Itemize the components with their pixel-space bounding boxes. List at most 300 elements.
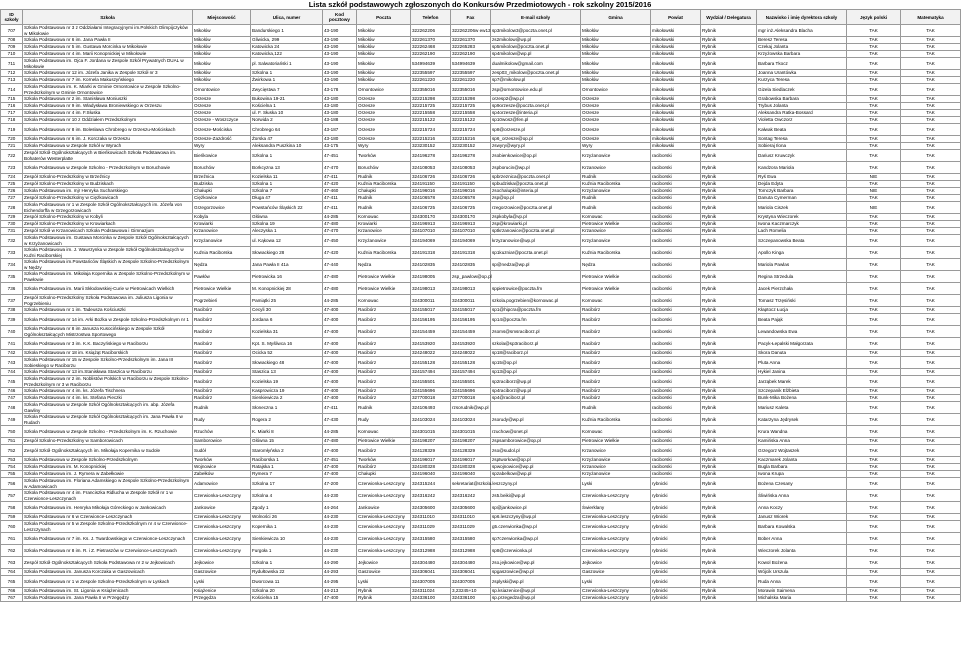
table-cell[interactable]: TAK — [901, 136, 961, 143]
table-cell[interactable]: TAK — [901, 188, 961, 195]
table-cell[interactable]: Kowol Bożena — [757, 557, 847, 569]
table-cell[interactable]: NIE — [847, 174, 901, 181]
table-cell[interactable]: sp3mikolow3@poczta.onet.pl — [491, 25, 581, 37]
table-cell[interactable]: spbudziska@poczta.onet.pl — [491, 181, 581, 188]
table-cell[interactable]: 47-400 — [323, 369, 357, 376]
table-cell[interactable]: 324196278 — [411, 150, 451, 162]
table-cell[interactable]: TAK — [847, 338, 901, 350]
table-cell[interactable]: rybnicki — [651, 557, 701, 569]
table-cell[interactable]: Szkoła Podstawowa nr 4 im. Marii Konopnickiej w Mikołowie — [23, 51, 193, 58]
table-row[interactable] — [1, 438, 961, 445]
table-cell[interactable]: Szkoła Podstawowa nr 8 im. Bolesława Chrobrego w Orzeszu-Mościskach — [23, 124, 193, 136]
table-cell[interactable]: Szkoła Podstawowa im. Gustawa Morcinka w Zespole Szkół Ogólnokształcących w Krzyżanowicach — [23, 235, 193, 247]
table-cell[interactable]: TAK — [847, 588, 901, 595]
table-cell[interactable]: sppietrowice@poczta.fm — [491, 283, 581, 295]
table-cell[interactable]: raciborski — [651, 271, 701, 283]
table-cell[interactable]: Żwirkowa 1 — [251, 77, 323, 84]
table-cell[interactable]: Ruda Anna — [757, 576, 847, 588]
table-cell[interactable]: Rybnik — [701, 162, 757, 174]
table-cell[interactable]: TAK — [901, 445, 961, 457]
table-cell[interactable]: Grabowska Barbara — [757, 96, 847, 103]
table-cell[interactable]: Mikołów — [357, 70, 411, 77]
table-cell[interactable]: 324311010 — [451, 514, 491, 521]
table-cell[interactable]: 708 — [1, 37, 23, 44]
table-cell[interactable]: Sobieraj Ilona — [757, 143, 847, 150]
table-cell[interactable]: Mikołów — [581, 44, 651, 51]
table-cell[interactable]: TAK — [847, 490, 901, 502]
table-cell[interactable]: 324307005 — [451, 576, 491, 588]
table-cell[interactable]: 44-230 — [323, 514, 357, 521]
table-cell[interactable]: 47-411 — [323, 402, 357, 414]
table-cell[interactable]: raciborski — [651, 221, 701, 228]
table-cell[interactable]: 324106725 — [451, 202, 491, 214]
table-cell[interactable]: Rybnik — [701, 70, 757, 77]
table-cell[interactable]: Szkoła Podstawowa w Zespole Szkolno - Przedszkolnym w Boruchowie — [23, 162, 193, 174]
table-cell[interactable]: Kpt. S. Myśliwca 16 — [251, 338, 323, 350]
table-cell[interactable]: mikołowski — [651, 77, 701, 84]
table-cell[interactable]: TAK — [847, 402, 901, 414]
table-cell[interactable]: sp18@raciborz.pl — [491, 350, 581, 357]
table-cell[interactable]: TAK — [847, 25, 901, 37]
table-cell[interactable]: Racibórz — [581, 369, 651, 376]
table-cell[interactable]: rybnicki — [651, 521, 701, 533]
table-cell[interactable]: Krzanowice — [193, 228, 251, 235]
table-cell[interactable]: Rybnik — [701, 595, 757, 602]
table-cell[interactable]: Mariola Ciszek — [757, 202, 847, 214]
table-cell[interactable]: Rybnik — [701, 228, 757, 235]
table-cell[interactable]: TAK — [847, 388, 901, 395]
table-cell[interactable]: Orzesze — [581, 124, 651, 136]
table-cell[interactable]: Racibórz — [581, 314, 651, 326]
table-cell[interactable]: Racibórz — [581, 357, 651, 369]
table-cell[interactable]: 754 — [1, 464, 23, 471]
table-cell[interactable]: Szkoła Podstawowa nr 1 w Zespole Szkolno-Przedszkolnym w Lyskach — [23, 576, 193, 588]
table-cell[interactable]: Chałupki — [357, 471, 411, 478]
table-cell[interactable]: 43-180 — [323, 110, 357, 117]
table-cell[interactable]: Morawin Saimena — [757, 588, 847, 595]
table-cell[interactable]: Rybnik — [701, 395, 757, 402]
table-cell[interactable]: 756 — [1, 478, 23, 490]
table-cell[interactable]: 761 — [1, 533, 23, 545]
table-cell[interactable]: mikołowski — [651, 25, 701, 37]
table-cell[interactable]: 322215216 — [411, 136, 451, 143]
table-cell[interactable]: zsplyski@wp.pl — [491, 576, 581, 588]
table-cell[interactable]: Tworków — [193, 457, 251, 464]
table-cell[interactable]: K. Miarki 8 — [251, 426, 323, 438]
table-cell[interactable]: szkola@sp3raciborz.pl — [491, 338, 581, 350]
table-cell[interactable]: Mikołów — [193, 25, 251, 37]
table-cell[interactable]: TAK — [847, 464, 901, 471]
table-cell[interactable]: TAK — [901, 557, 961, 569]
table-row[interactable] — [1, 44, 961, 51]
table-cell[interactable]: Rudnik — [581, 402, 651, 414]
table-cell[interactable]: 709 — [1, 44, 23, 51]
table-cell[interactable]: raciborski — [651, 235, 701, 247]
table-cell[interactable]: 324196913 — [451, 221, 491, 228]
table-cell[interactable]: Chałupki — [193, 188, 251, 195]
table-cell[interactable]: 730 — [1, 221, 23, 228]
table-cell[interactable]: 744 — [1, 369, 23, 376]
table-cell[interactable]: TAK — [847, 228, 901, 235]
table-cell[interactable]: Czerwionka-Leszczyny — [581, 514, 651, 521]
table-cell[interactable]: mikołowski — [651, 58, 701, 70]
table-row[interactable] — [1, 395, 961, 402]
table-cell[interactable]: TAK — [901, 150, 961, 162]
table-row[interactable] — [1, 402, 961, 414]
table-cell[interactable]: Joanna Urantówka — [757, 70, 847, 77]
table-cell[interactable]: TAK — [847, 103, 901, 110]
table-cell[interactable]: Aleksandra Puszkina 10 — [251, 143, 323, 150]
table-cell[interactable]: Kornowac — [581, 295, 651, 307]
table-cell[interactable]: sekretariat@szkola.leszczyny.pl — [451, 478, 491, 490]
table-cell[interactable]: 742 — [1, 350, 23, 357]
table-cell[interactable]: Gliwicka, 299 — [251, 37, 323, 44]
table-cell[interactable]: 762 — [1, 545, 23, 557]
table-cell[interactable]: TAK — [901, 295, 961, 307]
table-cell[interactable]: Rybnik — [701, 307, 757, 314]
table-cell[interactable]: Powstańców Śląskich 22 — [251, 202, 323, 214]
table-cell[interactable]: TAK — [847, 51, 901, 58]
table-cell[interactable]: zsptworkow@op.pl — [491, 457, 581, 464]
table-cell[interactable]: Hykiel Janina — [757, 369, 847, 376]
table-cell[interactable]: TAK — [901, 77, 961, 84]
table-cell[interactable]: Szkoła Podstawowa nr 8 im Janusza Kusocińskiego w Zespole Szkół Ogólnokształcących Mistrzostwa Sportowego — [23, 326, 193, 338]
table-cell[interactable]: zsp@krowiarki.pl — [491, 221, 581, 228]
table-cell[interactable]: raciborski — [651, 471, 701, 478]
table-cell[interactable]: Rybnik — [701, 143, 757, 150]
table-cell[interactable]: Orzesze — [357, 124, 411, 136]
table-cell[interactable]: Mariusz Kaleta — [757, 402, 847, 414]
table-cell[interactable]: Jejkowice — [357, 557, 411, 569]
table-cell[interactable]: Krzyżanowice — [581, 471, 651, 478]
table-cell[interactable]: 322215122 — [451, 117, 491, 124]
table-cell[interactable]: 44-230 — [323, 490, 357, 502]
table-cell[interactable]: 47-411 — [323, 174, 357, 181]
table-cell[interactable]: Pietrowice Wielkie — [193, 283, 251, 295]
table-cell[interactable]: Świerklany — [581, 502, 651, 514]
table-cell[interactable]: Rybnik — [701, 464, 757, 471]
table-cell[interactable]: Szkoła Podstawowa w Zespole Szkół Ogólnokształcących im. abp. Józefa Gawliny — [23, 402, 193, 414]
table-cell[interactable]: 43-190 — [323, 58, 357, 70]
table-cell[interactable]: Rudy — [357, 414, 411, 426]
table-cell[interactable]: Racibórz — [357, 314, 411, 326]
table-cell[interactable]: 44-230 — [323, 545, 357, 557]
table-cell[interactable]: 324196913 — [411, 221, 451, 228]
table-cell[interactable]: Bandurskiego 1 — [251, 25, 323, 37]
table-cell[interactable]: Jarząbek Marek — [757, 376, 847, 388]
table-cell[interactable]: Orzesze — [357, 117, 411, 124]
table-cell[interactable]: sp6_orzesze@op.pl — [491, 136, 581, 143]
table-cell[interactable]: 47-400 — [323, 314, 357, 326]
table-cell[interactable]: Katarzyna Jędrysek — [757, 414, 847, 426]
table-row[interactable] — [1, 51, 961, 58]
table-row[interactable] — [1, 326, 961, 338]
table-cell[interactable]: Racibórz — [357, 369, 411, 376]
table-cell[interactable]: 324311029 — [451, 521, 491, 533]
table-cell[interactable]: Katowicka,122 — [251, 51, 323, 58]
table-cell[interactable]: Mikołów — [193, 58, 251, 70]
table-cell[interactable]: TAK — [901, 96, 961, 103]
table-row[interactable] — [1, 124, 961, 136]
table-cell[interactable]: Szkolna 1 — [251, 557, 323, 569]
table-cell[interactable]: Lyski — [357, 576, 411, 588]
table-cell[interactable]: Główna 15 — [251, 438, 323, 445]
table-row[interactable] — [1, 188, 961, 195]
table-cell[interactable]: 751 — [1, 438, 23, 445]
table-cell[interactable]: raciborski — [651, 338, 701, 350]
table-row[interactable] — [1, 338, 961, 350]
table-cell[interactable]: 746 — [1, 388, 23, 395]
table-cell[interactable]: TAK — [847, 271, 901, 283]
table-cell[interactable]: Rudy — [193, 414, 251, 426]
table-cell[interactable]: Mikołów — [193, 44, 251, 51]
table-cell[interactable]: Tworków — [357, 457, 411, 464]
table-cell[interactable]: Ratajska 1 — [251, 464, 323, 471]
table-cell[interactable]: Szczepanowska Beata — [757, 235, 847, 247]
table-cell[interactable]: Długa 47 — [251, 195, 323, 202]
table-cell[interactable]: mikołowski — [651, 44, 701, 51]
table-cell[interactable]: TAK — [901, 395, 961, 402]
table-cell[interactable]: 766 — [1, 588, 23, 595]
table-cell[interactable]: rybnicki — [651, 595, 701, 602]
table-cell[interactable]: Mikołów — [357, 44, 411, 51]
table-cell[interactable]: Kozielska 31 — [251, 326, 323, 338]
table-cell[interactable]: Ciężkowice — [193, 195, 251, 202]
table-cell[interactable]: 322261370 — [411, 37, 451, 44]
table-cell[interactable]: 324106493 — [411, 402, 451, 414]
table-cell[interactable]: Mikołów — [357, 58, 411, 70]
table-cell[interactable]: Racibórz — [193, 395, 251, 402]
table-cell[interactable]: 47-200 — [323, 478, 357, 490]
table-cell[interactable]: Sienkiewicza 2 — [251, 395, 323, 402]
table-cell[interactable]: Szkoła Podstawowa im. Floriana Adamskiego w Zespole Szkolno-Przedszkolnym w Adamowicach — [23, 478, 193, 490]
table-cell[interactable]: Racibórz — [193, 307, 251, 314]
table-cell[interactable]: mikołowski — [651, 70, 701, 77]
table-cell[interactable]: Rybnik — [701, 388, 757, 395]
table-cell[interactable]: Gaszowice — [193, 569, 251, 576]
table-cell[interactable]: 47-400 — [323, 357, 357, 369]
table-cell[interactable]: Orzesze — [581, 110, 651, 117]
table-cell[interactable]: TAK — [901, 58, 961, 70]
table-row[interactable] — [1, 283, 961, 295]
table-cell[interactable]: 324198013 — [451, 283, 491, 295]
table-cell[interactable]: Wójcik Urszula — [757, 569, 847, 576]
table-cell[interactable]: Rybnik — [701, 402, 757, 414]
table-row[interactable] — [1, 117, 961, 124]
table-cell[interactable]: sp6.leszczyny@wp.pl — [491, 514, 581, 521]
table-cell[interactable]: TAK — [847, 595, 901, 602]
table-cell[interactable]: sp1kuzniar@poczta.onet.pl — [491, 247, 581, 259]
table-cell[interactable]: Adamowice — [193, 478, 251, 490]
table-cell[interactable]: 324336100 — [451, 595, 491, 602]
table-cell[interactable]: Rybnik — [701, 326, 757, 338]
table-cell[interactable]: Kuźnia Raciborska — [581, 414, 651, 426]
table-cell[interactable]: raciborski — [651, 162, 701, 174]
table-cell[interactable]: TAK — [901, 103, 961, 110]
table-cell[interactable]: raciborski — [651, 307, 701, 314]
table-cell[interactable]: TAK — [847, 117, 901, 124]
table-cell[interactable]: 324198013 — [411, 283, 451, 295]
table-cell[interactable]: Racibórz — [581, 388, 651, 395]
table-cell[interactable]: Rybnik — [701, 557, 757, 569]
table-cell[interactable]: Słowackiego 48 — [251, 357, 323, 369]
table-cell[interactable]: 322215298 — [451, 96, 491, 103]
table-cell[interactable]: TAK — [901, 70, 961, 77]
table-row[interactable] — [1, 457, 961, 464]
table-cell[interactable]: 322261370 — [451, 37, 491, 44]
table-cell[interactable]: 44-285 — [323, 214, 357, 221]
table-cell[interactable]: TAK — [901, 44, 961, 51]
table-cell[interactable]: raciborski — [651, 214, 701, 221]
table-cell[interactable]: Zespół Szkolno-Przedszkolny w Ciężkowicach — [23, 195, 193, 202]
table-cell[interactable]: 755 — [1, 471, 23, 478]
table-cell[interactable]: TAK — [847, 136, 901, 143]
table-cell[interactable]: Kozielska 19 — [251, 376, 323, 388]
table-cell[interactable]: TAK — [901, 124, 961, 136]
table-cell[interactable]: Racibórz — [193, 369, 251, 376]
table-row[interactable] — [1, 221, 961, 228]
table-cell[interactable]: 322355016 — [451, 84, 491, 96]
table-row[interactable] — [1, 521, 961, 533]
table-cell[interactable]: 322215725 — [451, 103, 491, 110]
table-cell[interactable]: Mikołów — [193, 51, 251, 58]
table-cell[interactable]: 324316242 — [451, 490, 491, 502]
table-cell[interactable]: TAK — [901, 235, 961, 247]
table-cell[interactable]: 324312988 — [411, 545, 451, 557]
table-cell[interactable]: TAK — [901, 357, 961, 369]
table-cell[interactable]: 324106578 — [451, 195, 491, 202]
table-cell[interactable]: 43-178 — [323, 84, 357, 96]
table-cell[interactable]: TAK — [847, 438, 901, 445]
table-cell[interactable]: Zespół Szkół w Krzanowicach Szkoła Podstawowa i Gimnazjum — [23, 228, 193, 235]
table-cell[interactable]: M. Konopnickiej 28 — [251, 283, 323, 295]
table-cell[interactable]: 738 — [1, 307, 23, 314]
table-cell[interactable]: 322215122 — [411, 117, 451, 124]
table-cell[interactable]: TAK — [847, 569, 901, 576]
table-cell[interactable]: 322355597 — [411, 70, 451, 77]
table-cell[interactable]: Orzesze — [581, 96, 651, 103]
table-cell[interactable]: Zespół Szkół Ogólnokształcących Szkoła Podstawowa nr 2 w Jejkowicach — [23, 557, 193, 569]
table-cell[interactable]: 736 — [1, 283, 23, 295]
table-row[interactable] — [1, 70, 961, 77]
table-cell[interactable]: ul. F. Słuska 10 — [251, 110, 323, 117]
table-cell[interactable]: Bunk-Mika Bożena — [757, 395, 847, 402]
table-cell[interactable]: Rybnik — [701, 77, 757, 84]
table-cell[interactable]: Pacyk-Łepalski Małgorzata — [757, 338, 847, 350]
table-cell[interactable]: TAK — [901, 490, 961, 502]
table-cell[interactable]: 324108053 — [451, 162, 491, 174]
table-cell[interactable]: raciborski — [651, 247, 701, 259]
table-cell[interactable]: mikołowski — [651, 51, 701, 58]
table-cell[interactable]: mikołowski — [651, 103, 701, 110]
table-cell[interactable]: Boruchów — [357, 162, 411, 174]
table-cell[interactable]: TAK — [901, 595, 961, 602]
table-cell[interactable]: Szkoła Podstawowa nr 14 im. Arki Bożka w Zespole Szkolno-Przedszkolnym nr 1 — [23, 314, 193, 326]
table-cell[interactable]: mikołowski — [651, 37, 701, 44]
table-cell[interactable]: 327700018 — [451, 395, 491, 402]
table-cell[interactable]: spbrzeznica@poczta.onet.pl — [491, 174, 581, 181]
table-cell[interactable]: 324300011 — [451, 295, 491, 307]
table-cell[interactable]: Mikołów — [357, 51, 411, 58]
table-cell[interactable]: TAK — [901, 533, 961, 545]
table-row[interactable] — [1, 235, 961, 247]
table-cell[interactable]: Racibórz — [357, 376, 411, 388]
table-cell[interactable]: Zespół Szkół Ogólnokształcących w Bieńkowicach Szkoła Podstawowa im. Bohaterów Westerplatte — [23, 150, 193, 162]
table-cell[interactable]: 47-400 — [323, 338, 357, 350]
table-cell[interactable]: 711 — [1, 58, 23, 70]
table-cell[interactable]: 721 — [1, 143, 23, 150]
table-cell[interactable]: Katowicka 24 — [251, 44, 323, 51]
table-cell[interactable]: zsochalupki@interia.pl — [491, 188, 581, 195]
table-row[interactable] — [1, 514, 961, 521]
table-cell[interactable]: TAK — [901, 376, 961, 388]
table-cell[interactable]: 763 — [1, 557, 23, 569]
table-row[interactable] — [1, 110, 961, 117]
table-cell[interactable]: Szkoła Podstawowa w Zespole Szkół Ogólnokształcących im. Jana Pawła II w Rudach — [23, 414, 193, 426]
table-cell[interactable]: Rybnik — [701, 445, 757, 457]
table-cell[interactable]: Bugla Barbara — [757, 464, 847, 471]
table-cell[interactable]: Czerwionka-Leszczyny — [581, 588, 651, 595]
table-cell[interactable]: Szkoła Podstawowa nr 8 im. R. i Z. Pietraszów w Czerwionce-Leszczynach — [23, 545, 193, 557]
table-cell[interactable]: Szkoła Podstawowa nr 6 im. J. Korczaka w Orzeszu — [23, 136, 193, 143]
table-cell[interactable]: Rybnik — [701, 426, 757, 438]
table-cell[interactable]: 737 — [1, 295, 23, 307]
table-cell[interactable]: TAK — [901, 202, 961, 214]
table-row[interactable] — [1, 533, 961, 545]
table-cell[interactable]: Rybnik — [701, 195, 757, 202]
table-cell[interactable]: 324304480 — [411, 557, 451, 569]
table-cell[interactable]: Iwona Kaczmarczyk — [757, 221, 847, 228]
table-cell[interactable]: Gaszowice — [357, 569, 411, 576]
table-cell[interactable]: Rybnik — [701, 533, 757, 545]
table-cell[interactable]: 322261220 — [411, 77, 451, 84]
table-cell[interactable]: TAK — [847, 576, 901, 588]
table-cell[interactable]: 47-400 — [323, 471, 357, 478]
table-cell[interactable]: mikołowski — [651, 117, 701, 124]
table-cell[interactable]: Rybnik — [701, 490, 757, 502]
table-cell[interactable]: Szczepanik Elżbieta — [757, 388, 847, 395]
table-cell[interactable]: Racibórz — [357, 395, 411, 402]
table-cell[interactable]: Czekaj Jolanta — [757, 44, 847, 51]
table-cell[interactable]: 322215724 — [451, 124, 491, 136]
table-cell[interactable]: Nędza — [357, 259, 411, 271]
table-cell[interactable]: 324191150 — [411, 181, 451, 188]
table-cell[interactable]: TAK — [901, 25, 961, 37]
table-cell[interactable]: Lyski — [193, 576, 251, 588]
table-row[interactable] — [1, 576, 961, 588]
table-cell[interactable]: Budziska — [193, 181, 251, 188]
table-row[interactable] — [1, 37, 961, 44]
table-cell[interactable]: Rybnik — [701, 259, 757, 271]
table-cell[interactable]: Racibórz — [357, 388, 411, 395]
table-cell[interactable]: TAK — [847, 221, 901, 228]
table-cell[interactable]: Pietrowice Wielkie — [581, 438, 651, 445]
table-cell[interactable]: Rybnik — [701, 271, 757, 283]
table-cell[interactable]: 324106725 — [411, 202, 451, 214]
table-cell[interactable]: raciborski — [651, 195, 701, 202]
table-row[interactable] — [1, 77, 961, 84]
table-cell[interactable]: Czerwionka-Leszczyny — [581, 521, 651, 533]
table-cell[interactable]: sp9orzesze@poczta.onet.pl — [491, 103, 581, 110]
table-cell[interactable]: raciborski — [651, 326, 701, 338]
table-cell[interactable]: zsoms@smsraciborz.pl — [491, 326, 581, 338]
table-cell[interactable]: rybnicki — [651, 478, 701, 490]
table-cell[interactable]: raciborski — [651, 395, 701, 402]
table-cell[interactable]: mikołowski — [651, 143, 701, 150]
table-cell[interactable]: Rybnik — [701, 235, 757, 247]
table-cell[interactable]: Krzyżanowice — [581, 235, 651, 247]
table-cell[interactable]: Szkoła Podstawowa nr 6 w Czerwionce-Leszczynach — [23, 514, 193, 521]
